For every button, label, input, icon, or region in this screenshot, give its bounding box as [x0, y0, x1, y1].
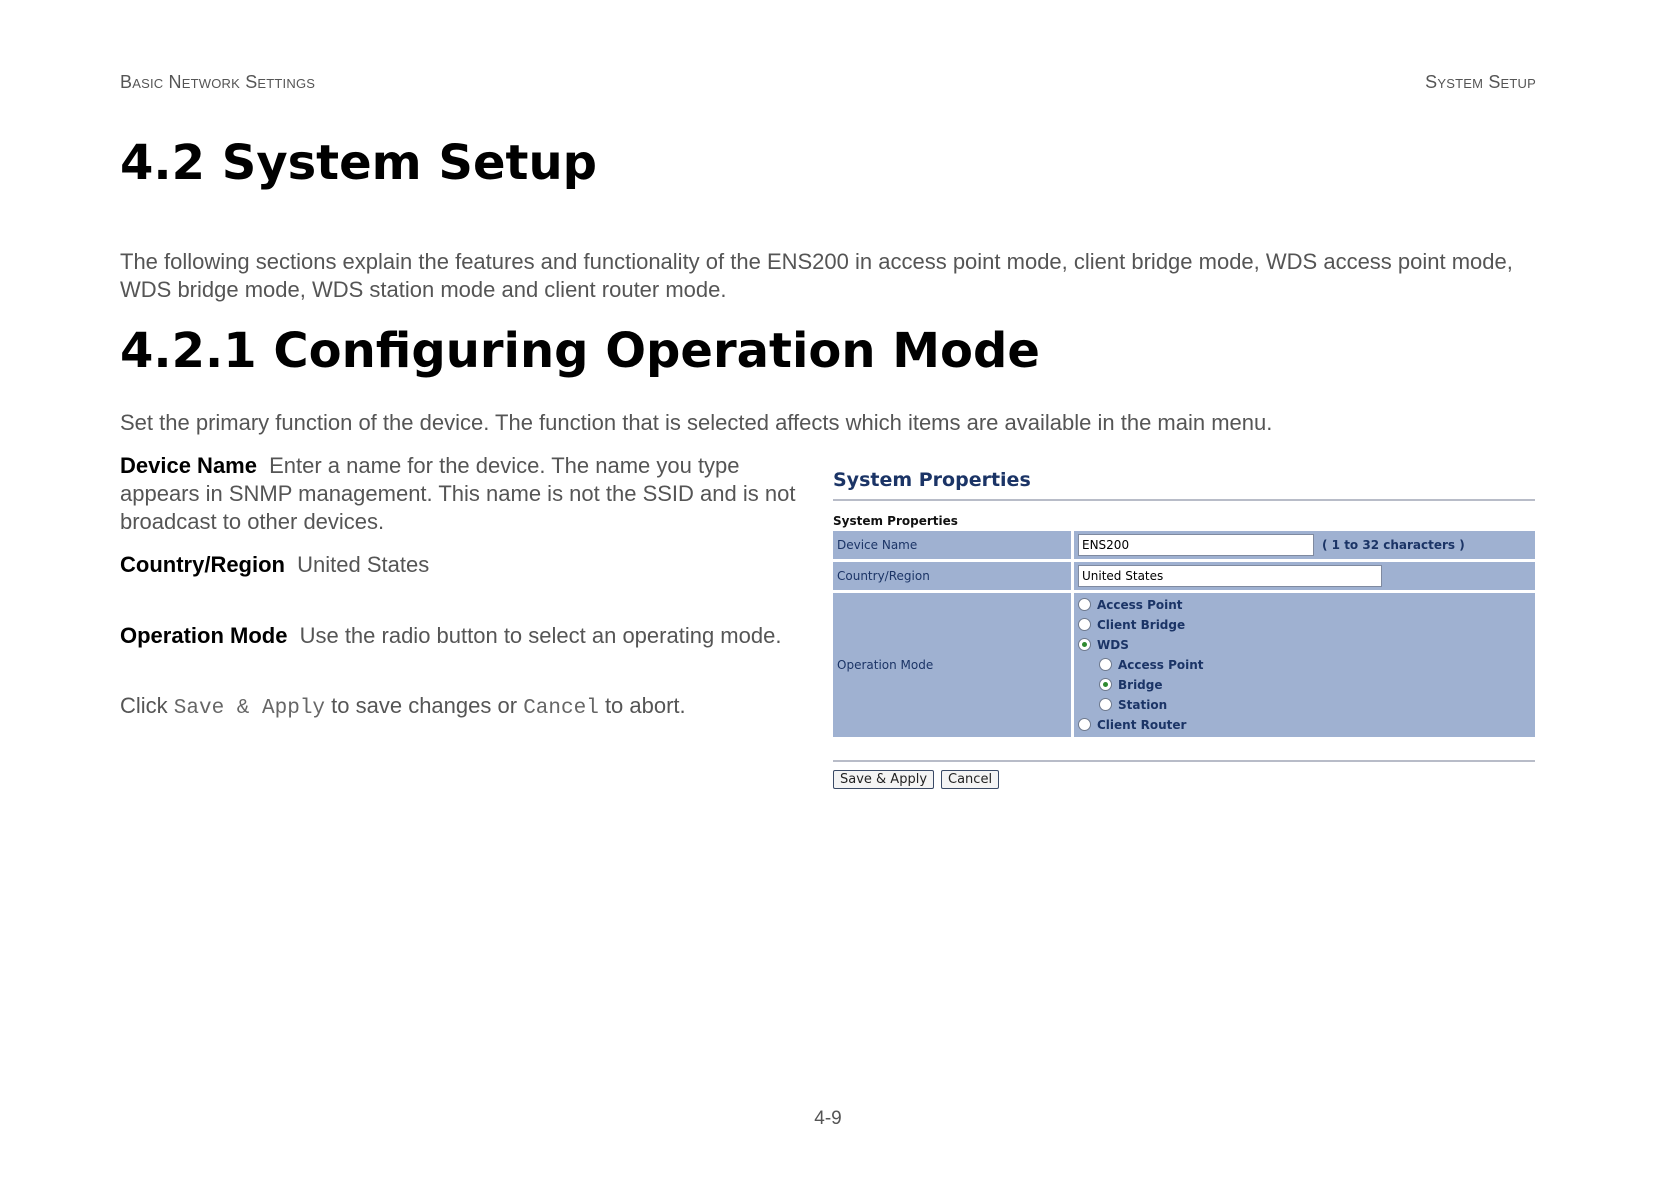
device-name-text: Enter a name for the device. The name you type appears in SNMP management. This name is not the SSID and is not broadcast to other devices. [120, 453, 796, 534]
panel-divider-top [833, 499, 1535, 501]
device-name-row [833, 531, 1535, 559]
mode-option-label: Client Router [1097, 718, 1187, 732]
device-name-label: Device Name [833, 531, 1074, 559]
click-save-code: Save & Apply [173, 697, 326, 720]
subsection-title: 4.2.1 Configuring Operation Mode [120, 323, 1040, 379]
radio-selected-icon[interactable] [1078, 638, 1091, 651]
operation-mode-text: Use the radio button to select an operating mode. [299, 623, 782, 648]
subsection-intro: Set the primary function of the device. The function that is selected affects which items are available in the main menu. [120, 410, 1273, 435]
device-name-value-cell [1074, 531, 1535, 559]
country-term: Country/Region [120, 552, 285, 577]
mode-option-wds-station[interactable] [1078, 695, 1531, 715]
mode-option-wds-access-point[interactable] [1078, 655, 1531, 675]
section-title: 4.2 System Setup [120, 135, 597, 191]
device-name-hint: ( 1 to 32 characters ) [1322, 537, 1465, 552]
mode-option-label: Access Point [1097, 598, 1183, 612]
radio-icon[interactable] [1078, 718, 1091, 731]
panel-divider-bottom [833, 760, 1535, 762]
button-row [833, 770, 1535, 789]
device-name-term: Device Name [120, 453, 257, 478]
mode-option-client-bridge[interactable] [1078, 615, 1531, 635]
radio-icon[interactable] [1099, 658, 1112, 671]
operation-mode-description [120, 622, 810, 650]
click-pre: Click [120, 693, 168, 718]
page-number: 4-9 [814, 1108, 842, 1129]
mode-option-client-router[interactable] [1078, 715, 1531, 735]
country-input[interactable]: United States [1078, 565, 1382, 587]
click-cancel-code: Cancel [523, 697, 599, 720]
operation-mode-label: Operation Mode [833, 593, 1074, 737]
operation-mode-term: Operation Mode [120, 623, 288, 648]
radio-icon[interactable] [1099, 698, 1112, 711]
click-mid: to save changes or [331, 693, 518, 718]
section-intro: The following sections explain the features and functionality of the ENS200 in access point mode, client bridge mode, WDS access point mode, WDS bridge mode, WDS station mode and client router mode. [120, 249, 1513, 302]
mode-option-wds[interactable] [1078, 635, 1531, 655]
device-name-description [120, 452, 810, 536]
system-properties-screenshot [833, 463, 1535, 789]
country-description [120, 551, 810, 579]
cancel-button[interactable]: Cancel [941, 770, 999, 789]
mode-option-label: WDS [1097, 638, 1129, 652]
country-value-cell [1074, 562, 1535, 590]
save-apply-button[interactable]: Save & Apply [833, 770, 934, 789]
radio-selected-icon[interactable] [1099, 678, 1112, 691]
mode-option-label: Bridge [1118, 678, 1163, 692]
operation-mode-options [1074, 593, 1535, 737]
click-post: to abort. [604, 693, 686, 718]
country-row [833, 562, 1535, 590]
mode-option-label: Client Bridge [1097, 618, 1186, 632]
device-name-input[interactable]: ENS200 [1078, 534, 1314, 556]
running-header-right: System Setup [1425, 72, 1536, 92]
properties-table [833, 528, 1535, 740]
mode-option-wds-bridge[interactable] [1078, 675, 1531, 695]
country-text: United States [297, 552, 430, 577]
mode-option-label: Access Point [1118, 658, 1204, 672]
panel-title: System Properties [833, 469, 1031, 491]
mode-option-label: Station [1118, 698, 1168, 712]
radio-icon[interactable] [1078, 598, 1091, 611]
radio-icon[interactable] [1078, 618, 1091, 631]
operation-mode-row [833, 593, 1535, 737]
running-header-left: Basic Network Settings [120, 72, 316, 92]
table-title: System Properties [833, 514, 958, 528]
country-label: Country/Region [833, 562, 1074, 590]
mode-option-access-point[interactable] [1078, 595, 1531, 615]
click-instruction [120, 692, 810, 723]
